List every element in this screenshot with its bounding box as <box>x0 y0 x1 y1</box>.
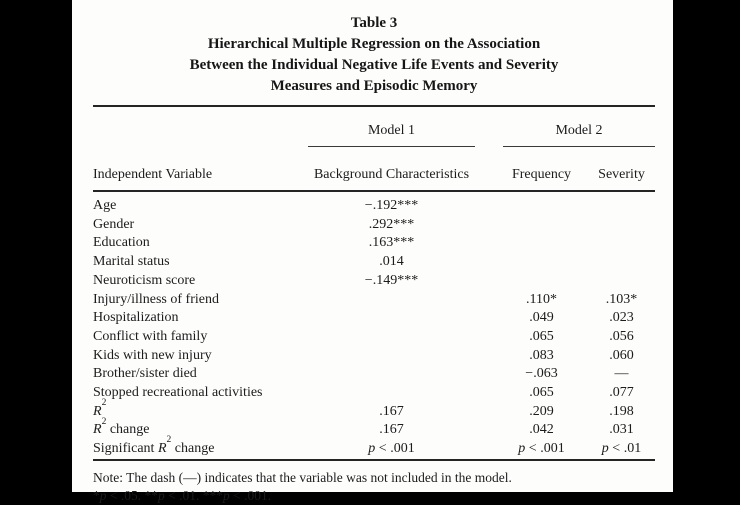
cell-severity: .198 <box>609 403 634 419</box>
row-label: Significant $R^2$ change <box>93 435 215 457</box>
cell-frequency: .065 <box>529 328 554 344</box>
independent-variable-header: Independent Variable <box>93 147 308 192</box>
cell-frequency: p < .001 <box>518 441 565 457</box>
cell-spacer <box>580 191 588 216</box>
row-label: Kids with new injury <box>93 347 212 363</box>
cell-severity: p < .01 <box>601 441 642 457</box>
cell-spacer <box>580 216 588 235</box>
cell-model1 <box>308 328 475 347</box>
table-row <box>93 272 655 291</box>
empty-cell <box>93 106 308 147</box>
cell-spacer <box>475 234 503 253</box>
cell-frequency <box>503 253 580 272</box>
table-row <box>93 309 655 328</box>
cell-spacer <box>580 272 588 291</box>
table-title-block <box>93 13 655 97</box>
cell-severity: .077 <box>609 385 634 401</box>
cell-severity <box>588 272 655 291</box>
cell-frequency: .083 <box>529 347 554 363</box>
model-header-row <box>93 106 655 147</box>
cell-spacer <box>475 384 503 403</box>
table-row <box>93 191 655 216</box>
cell-spacer <box>580 234 588 253</box>
row-label: Marital status <box>93 254 170 270</box>
cell-model1: .167 <box>379 403 404 419</box>
table-row <box>93 347 655 366</box>
row-label: Gender <box>93 216 135 232</box>
cell-spacer <box>475 365 503 384</box>
cell-frequency: .049 <box>529 310 554 326</box>
row-label: Education <box>93 235 150 251</box>
column-header-row <box>93 147 655 192</box>
cell-severity: .060 <box>609 347 634 363</box>
cell-frequency: .110* <box>526 291 557 307</box>
cell-spacer <box>580 347 588 366</box>
cell-frequency: .042 <box>529 422 554 438</box>
cell-spacer <box>580 421 588 440</box>
cell-spacer <box>475 253 503 272</box>
table-note: Note: The dash (—) indicates that the variable was not included in the model. <box>93 469 512 485</box>
table-notes <box>93 469 655 505</box>
cell-model1 <box>308 365 475 384</box>
model2-header: Model 2 <box>503 106 655 147</box>
cell-frequency <box>503 234 580 253</box>
table-row <box>93 365 655 384</box>
cell-model1: .163*** <box>368 235 415 251</box>
table-row <box>93 328 655 347</box>
row-label: Injury/illness of friend <box>93 291 219 307</box>
empty-cell <box>580 147 588 192</box>
cell-spacer <box>475 291 503 310</box>
row-label: Hospitalization <box>93 310 179 326</box>
cell-model1: −.149*** <box>364 272 419 288</box>
cell-spacer <box>475 347 503 366</box>
empty-cell <box>475 106 503 147</box>
cell-spacer <box>475 309 503 328</box>
cell-spacer <box>580 384 588 403</box>
table-title-line-3: Measures and Episodic Memory <box>270 78 478 94</box>
table-title-line-2: Between the Individual Negative Life Events and Severity <box>189 57 559 73</box>
table-title-line-1: Hierarchical Multiple Regression on the Association <box>207 36 541 52</box>
row-label: $R^2$ <box>93 397 107 419</box>
cell-model1: p < .001 <box>368 441 415 457</box>
cell-spacer <box>580 253 588 272</box>
background-characteristics-header: Background Characteristics <box>308 147 475 192</box>
table-number: Table 3 <box>350 15 398 31</box>
table-body <box>93 191 655 460</box>
cell-severity: .103* <box>605 291 638 307</box>
cell-severity <box>588 191 655 216</box>
row-label: $R^2$ change <box>93 416 150 438</box>
table-row <box>93 234 655 253</box>
cell-model1: .167 <box>379 422 404 438</box>
row-label: Age <box>93 198 117 213</box>
cell-spacer <box>580 328 588 347</box>
cell-severity: .056 <box>609 328 634 344</box>
significance-note: *p < .05. **p < .01. ***p < .001. <box>93 487 272 503</box>
cell-spacer <box>580 309 588 328</box>
cell-severity: .031 <box>609 422 634 438</box>
cell-spacer <box>475 440 503 460</box>
table-row <box>93 421 655 440</box>
row-label: Stopped recreational activities <box>93 385 263 401</box>
cell-frequency: .065 <box>529 385 554 401</box>
table-header <box>93 106 655 191</box>
cell-severity <box>588 253 655 272</box>
table-row <box>93 384 655 403</box>
row-label: Brother/sister died <box>93 366 197 382</box>
table-row <box>93 216 655 235</box>
cell-spacer <box>580 440 588 460</box>
model1-header: Model 1 <box>308 106 475 147</box>
cell-spacer <box>475 421 503 440</box>
cell-spacer <box>475 216 503 235</box>
row-label: Conflict with family <box>93 328 208 344</box>
cell-frequency <box>503 191 580 216</box>
cell-model1 <box>308 291 475 310</box>
cell-spacer <box>475 328 503 347</box>
cell-severity <box>588 234 655 253</box>
cell-spacer <box>580 365 588 384</box>
cell-frequency: −.063 <box>525 366 558 382</box>
cell-severity: — <box>614 366 629 382</box>
table-row <box>93 291 655 310</box>
cell-frequency <box>503 216 580 235</box>
table-row <box>93 253 655 272</box>
severity-header: Severity <box>588 147 655 192</box>
empty-cell <box>475 147 503 192</box>
cell-spacer <box>475 191 503 216</box>
document-page <box>72 0 673 503</box>
cell-severity <box>588 216 655 235</box>
row-label: Neuroticism score <box>93 272 196 288</box>
cell-spacer <box>580 403 588 422</box>
cell-model1: .292*** <box>368 216 415 232</box>
cell-spacer <box>475 403 503 422</box>
cell-spacer <box>475 272 503 291</box>
cell-model1 <box>308 384 475 403</box>
cell-frequency: .209 <box>529 403 554 419</box>
regression-table <box>93 105 655 461</box>
cell-frequency <box>503 272 580 291</box>
cell-model1: −.192*** <box>364 198 419 213</box>
cell-severity: .023 <box>609 310 634 326</box>
table-row <box>93 403 655 422</box>
cell-model1 <box>308 309 475 328</box>
cell-model1 <box>308 347 475 366</box>
cell-spacer <box>580 291 588 310</box>
table-row <box>93 440 655 460</box>
frequency-header: Frequency <box>503 147 580 192</box>
cell-model1: .014 <box>379 254 404 270</box>
